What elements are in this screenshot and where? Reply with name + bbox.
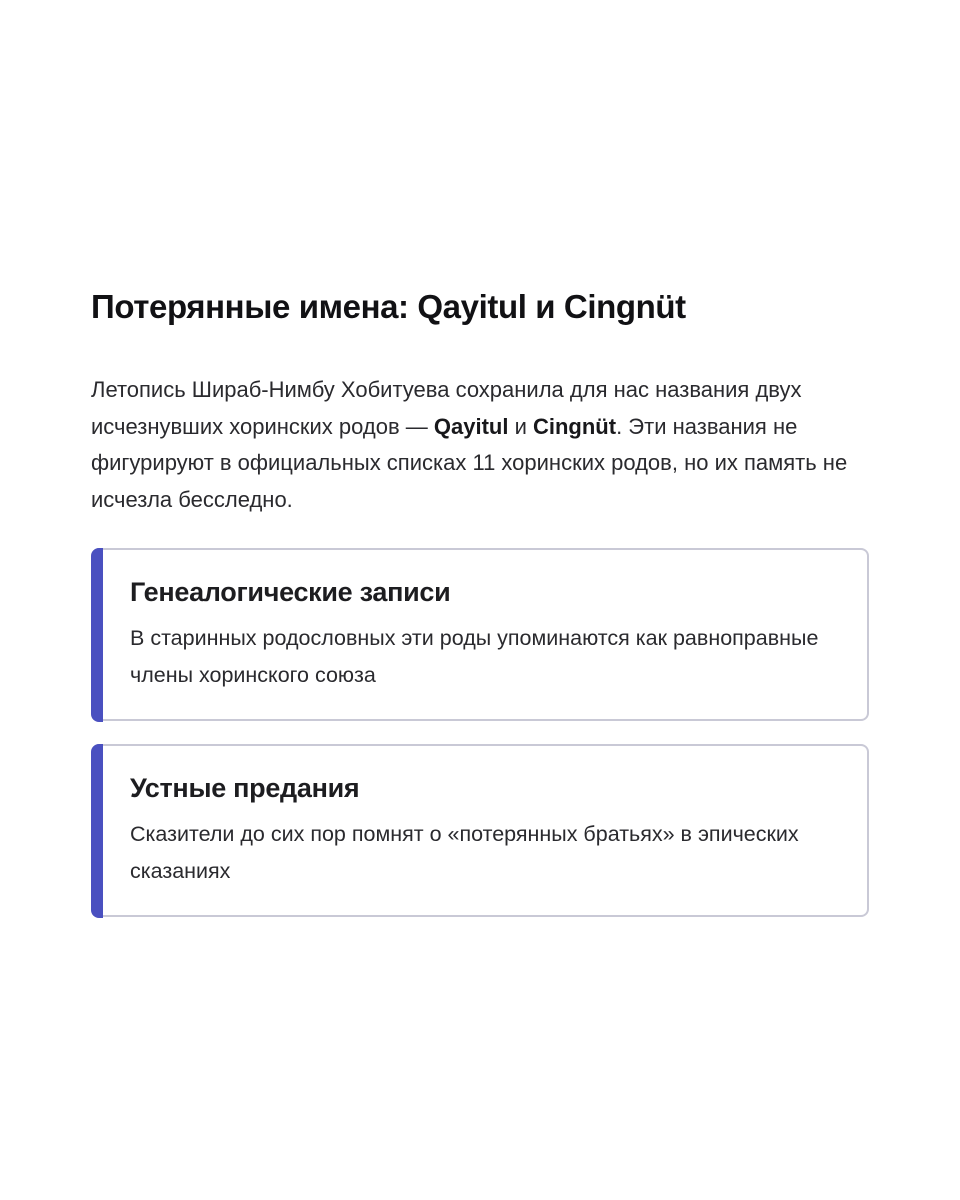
intro-paragraph	[91, 372, 861, 518]
clan-name-qayitul: Qayitul	[433, 413, 509, 439]
intro-text-part-2: и	[508, 413, 533, 439]
intro-text-part-1: Летопись Шираб-Нимбу Хобитуева сохранила для нас названия двух исчезнувших хоринских родов —	[91, 377, 802, 439]
intro-text-part-3: . Эти названия не фигурируют в официальных списках 11 хоринских родов, но их память не исчезла бесследно.	[91, 413, 848, 512]
card-text: В старинных родословных эти роды упоминаются как равноправные члены хоринского союза	[130, 626, 819, 687]
info-card-oral-tradition	[91, 744, 869, 917]
page-title: Потерянные имена: Qayitul и Cingnüt	[91, 288, 686, 325]
card-text: Сказители до сих пор помнят о «потерянных братьях» в эпических сказаниях	[130, 822, 799, 883]
article	[91, 282, 869, 917]
card-title: Устные предания	[130, 773, 360, 803]
card-title: Генеалогические записи	[130, 577, 451, 607]
clan-name-cingnut: Cingnüt	[532, 413, 617, 439]
info-card-genealogy	[91, 548, 869, 721]
